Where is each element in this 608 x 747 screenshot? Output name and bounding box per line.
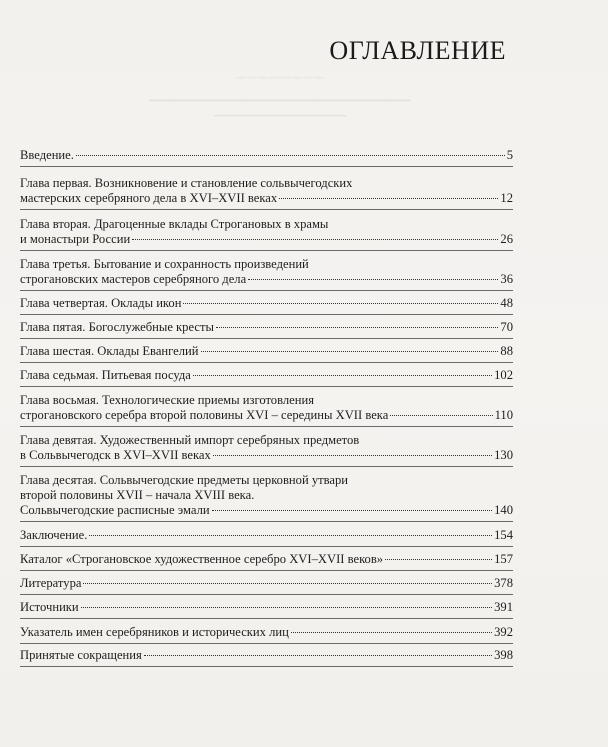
show-through-text: ─────────────────────────────	[149, 93, 411, 107]
dot-leader	[213, 455, 492, 456]
toc-entry-title: Принятые сокращения	[20, 648, 142, 662]
toc-page-number: 392	[494, 625, 513, 639]
toc-entry-title: Глава вторая. Драгоценные вклады Строгановых в храмы	[20, 217, 329, 231]
toc-entry	[20, 148, 513, 167]
toc-line	[20, 393, 513, 408]
toc-line	[20, 600, 513, 615]
toc-entry-title: Введение.	[20, 148, 74, 162]
entry-underline	[20, 209, 513, 210]
dot-leader	[279, 198, 498, 199]
toc-line	[20, 344, 513, 359]
toc-entry	[20, 576, 513, 595]
toc-line	[20, 448, 513, 463]
toc-line	[20, 408, 513, 423]
entry-underline	[20, 362, 513, 363]
entry-underline	[20, 250, 513, 251]
dot-leader	[183, 303, 498, 304]
entry-underline	[20, 290, 513, 291]
toc-line	[20, 625, 513, 640]
dot-leader	[132, 239, 498, 240]
toc-entry	[20, 473, 513, 522]
toc-entry-title: Указатель имен серебряников и исторических лиц	[20, 625, 289, 639]
toc-entry-title: Глава восьмая. Технологические приемы изготовления	[20, 393, 315, 407]
toc-entry-title: Глава девятая. Художественный импорт серебряных предметов	[20, 433, 360, 447]
dot-leader	[144, 655, 492, 656]
toc-entry-title: Глава шестая. Оклады Евангелий	[20, 344, 199, 358]
toc-entry	[20, 368, 513, 387]
toc-entry-title: строгановских мастеров серебряного дела	[20, 272, 247, 286]
toc-page-number: 102	[494, 368, 513, 382]
toc-page-number: 26	[500, 232, 513, 246]
dot-leader	[248, 279, 498, 280]
toc-entry-title: Глава третья. Бытование и сохранность произведений	[20, 257, 309, 271]
toc-page-number: 70	[500, 320, 513, 334]
toc-entry-title: и монастыри России	[20, 232, 131, 246]
entry-underline	[20, 643, 513, 644]
dot-leader	[212, 510, 492, 511]
toc-line	[20, 488, 513, 503]
toc-entry	[20, 257, 513, 291]
toc-line	[20, 433, 513, 448]
toc-line	[20, 528, 513, 543]
toc-entry-title: мастерских серебряного дела в XVI–XVII веках	[20, 191, 278, 205]
toc-page-number: 48	[500, 296, 513, 310]
toc-page-number: 130	[494, 448, 513, 462]
toc-line	[20, 272, 513, 287]
toc-entry	[20, 393, 513, 427]
toc-line	[20, 576, 513, 591]
toc-entry	[20, 648, 513, 667]
entry-underline	[20, 594, 513, 595]
dot-leader	[89, 535, 492, 536]
dot-leader	[83, 583, 492, 584]
toc-entry-title: строгановского серебра второй половины XVI – середины XVII века	[20, 408, 389, 422]
toc-line	[20, 320, 513, 335]
show-through-text: — — — — — — — —	[236, 72, 324, 82]
toc-page-number: 398	[494, 648, 513, 662]
toc-line	[20, 176, 513, 191]
toc-entry	[20, 344, 513, 363]
toc-page-number: 140	[494, 503, 513, 517]
toc-entry-title: Глава десятая. Сольвычегодские предметы церковной утвари	[20, 473, 349, 487]
toc-line	[20, 257, 513, 272]
toc-line	[20, 473, 513, 488]
toc-page-number: 5	[506, 148, 513, 162]
dot-leader	[216, 327, 498, 328]
toc-line	[20, 296, 513, 311]
toc-line	[20, 503, 513, 518]
toc-line	[20, 148, 513, 163]
toc-line	[20, 217, 513, 232]
dot-leader	[390, 415, 492, 416]
dot-leader	[81, 607, 492, 608]
toc-page-number: 88	[500, 344, 513, 358]
page-title: ОГЛАВЛЕНИЕ	[329, 36, 506, 65]
toc-entry	[20, 552, 513, 571]
toc-page-number: 391	[494, 600, 513, 614]
toc-entry	[20, 625, 513, 644]
toc-line	[20, 191, 513, 206]
toc-page-number: 36	[500, 272, 513, 286]
toc-entry	[20, 176, 513, 210]
toc-entry	[20, 320, 513, 339]
toc-entry-title: Литература	[20, 576, 82, 590]
toc-entry-title: Заключение.	[20, 528, 88, 542]
toc-page-number: 12	[500, 191, 513, 205]
toc-entry	[20, 600, 513, 619]
entry-underline	[20, 546, 513, 547]
show-through-text: ─────────────────	[213, 110, 347, 122]
toc-entry-title: Источники	[20, 600, 79, 614]
entry-underline	[20, 426, 513, 427]
toc-entry-title: Глава пятая. Богослужебные кресты	[20, 320, 214, 334]
toc-line	[20, 648, 513, 663]
toc-entry	[20, 217, 513, 251]
dot-leader	[291, 632, 492, 633]
toc-page-number: 154	[494, 528, 513, 542]
entry-underline	[20, 386, 513, 387]
entry-underline	[20, 466, 513, 467]
entry-underline	[20, 338, 513, 339]
toc-page-number: 157	[494, 552, 513, 566]
toc-entry-title: Глава первая. Возникновение и становление сольвычегодских	[20, 176, 353, 190]
dot-leader	[76, 155, 505, 156]
entry-underline	[20, 166, 513, 167]
toc-entry-title: в Сольвычегодск в XVI–XVII веках	[20, 448, 211, 462]
entry-underline	[20, 570, 513, 571]
toc-page-number: 110	[494, 408, 513, 422]
dot-leader	[193, 375, 492, 376]
entry-underline	[20, 666, 513, 667]
toc-entry	[20, 433, 513, 467]
toc-entry-title: второй половины XVII – начала XVIII века.	[20, 488, 255, 502]
dot-leader	[385, 559, 492, 560]
toc-line	[20, 552, 513, 567]
toc-entry-title: Глава четвертая. Оклады икон	[20, 296, 182, 310]
entry-underline	[20, 521, 513, 522]
toc-entry-title: Глава седьмая. Питьевая посуда	[20, 368, 191, 382]
toc-entry	[20, 296, 513, 315]
toc-entry-title: Сольвычегодские расписные эмали	[20, 503, 210, 517]
entry-underline	[20, 618, 513, 619]
entry-underline	[20, 314, 513, 315]
toc-entry-title: Каталог «Строгановское художественное серебро XVI–XVII веков»	[20, 552, 384, 566]
toc-line	[20, 368, 513, 383]
toc-entry	[20, 528, 513, 547]
toc-line	[20, 232, 513, 247]
toc-page-number: 378	[494, 576, 513, 590]
dot-leader	[201, 351, 499, 352]
